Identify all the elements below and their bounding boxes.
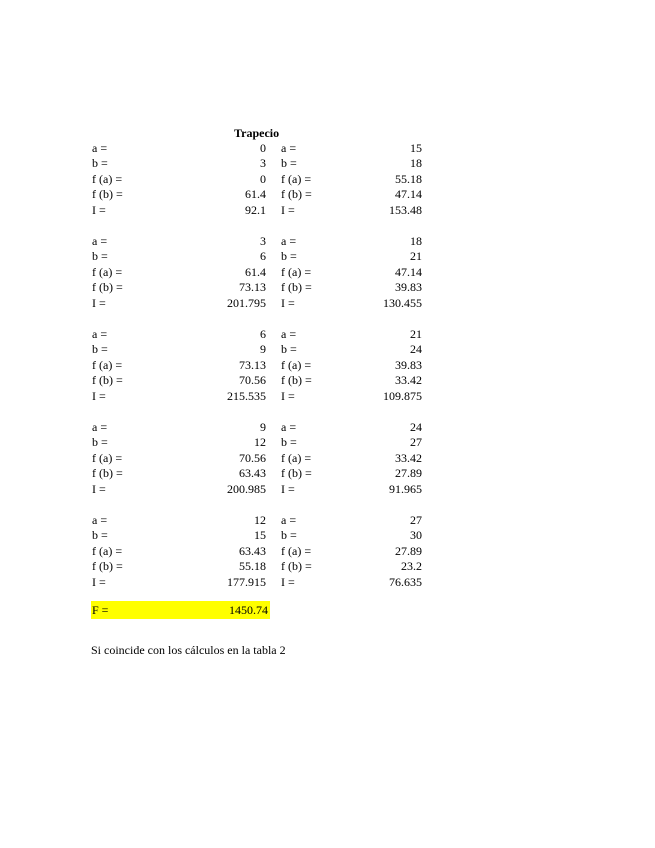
row-label-left: f (b) =	[92, 187, 123, 202]
row-value-right: 24	[410, 420, 422, 434]
row-label-left: f (a) =	[92, 357, 123, 372]
table-row	[92, 203, 426, 218]
row-value-left: 177.915	[227, 574, 266, 589]
table-row	[92, 482, 426, 497]
row-value-left: 215.535	[227, 388, 266, 403]
table-row	[92, 172, 426, 187]
row-label-left: I =	[92, 481, 106, 496]
row-value-left: 63.43	[239, 543, 266, 558]
interval-block	[92, 327, 426, 404]
row-value-right: 30	[410, 528, 422, 543]
row-value-right: 23.2	[401, 559, 422, 574]
row-label-left: b =	[92, 249, 108, 264]
row-label-left: a =	[92, 234, 108, 248]
table-row	[92, 435, 426, 450]
row-value-left: 201.795	[227, 295, 266, 310]
row-label-right: b =	[281, 435, 297, 450]
table-row	[92, 327, 426, 342]
row-value-left: 73.13	[239, 280, 266, 295]
table-row	[92, 466, 426, 481]
table-row	[92, 141, 426, 156]
row-value-left: 200.985	[227, 481, 266, 496]
row-label-right: f (b) =	[281, 187, 312, 202]
row-value-right: 27	[410, 513, 422, 527]
row-value-left: 73.13	[239, 357, 266, 372]
row-label-left: I =	[92, 202, 106, 217]
row-value-right: 15	[410, 141, 422, 155]
row-value-left: 55.18	[239, 559, 266, 574]
row-label-right: a =	[281, 234, 297, 248]
row-value-left: 70.56	[239, 373, 266, 388]
row-label-left: f (b) =	[92, 280, 123, 295]
table-row	[92, 513, 426, 528]
row-label-left: b =	[92, 528, 108, 543]
row-value-right: 18	[410, 234, 422, 248]
row-value-left: 63.43	[239, 466, 266, 481]
table-row	[92, 575, 426, 590]
table-row	[92, 342, 426, 357]
row-label-right: b =	[281, 528, 297, 543]
row-label-right: f (b) =	[281, 373, 312, 388]
interval-block	[92, 513, 426, 590]
table-row	[92, 296, 426, 311]
row-label-right: f (b) =	[281, 280, 312, 295]
row-label-right: b =	[281, 156, 297, 171]
row-label-left: f (a) =	[92, 543, 123, 558]
table-row	[92, 559, 426, 574]
row-label-left: b =	[92, 435, 108, 450]
row-value-right: 18	[410, 156, 422, 171]
table-row	[92, 389, 426, 404]
row-label-left: I =	[92, 388, 106, 403]
row-label-right: I =	[281, 202, 295, 217]
trapezoid-table	[92, 141, 426, 606]
row-value-right: 27.89	[395, 543, 422, 558]
row-value-left: 12	[254, 435, 266, 450]
row-value-right: 39.83	[395, 280, 422, 295]
row-value-left: 0	[260, 171, 266, 186]
table-row	[92, 420, 426, 435]
row-label-left: f (b) =	[92, 373, 123, 388]
row-label-left: I =	[92, 574, 106, 589]
table-row	[92, 358, 426, 373]
row-label-right: I =	[281, 388, 295, 403]
row-label-right: b =	[281, 342, 297, 357]
row-value-left: 9	[260, 342, 266, 357]
row-value-left: 0	[260, 141, 266, 155]
row-value-right: 47.14	[395, 187, 422, 202]
table-row	[92, 249, 426, 264]
row-value-right: 109.875	[383, 388, 422, 403]
total-label: F =	[92, 603, 109, 617]
interval-block	[92, 234, 426, 311]
row-label-left: f (b) =	[92, 466, 123, 481]
row-label-left: a =	[92, 141, 108, 155]
interval-block	[92, 420, 426, 497]
table-row	[92, 280, 426, 295]
row-label-left: I =	[92, 295, 106, 310]
row-value-right: 153.48	[389, 202, 422, 217]
table-row	[92, 265, 426, 280]
row-value-right: 39.83	[395, 357, 422, 372]
row-value-right: 55.18	[395, 171, 422, 186]
total-row	[91, 601, 270, 619]
row-value-left: 6	[260, 327, 266, 341]
row-value-left: 3	[260, 156, 266, 171]
row-value-right: 76.635	[389, 574, 422, 589]
row-value-left: 61.4	[245, 264, 266, 279]
total-value: 1450.74	[229, 603, 268, 617]
table-row	[92, 156, 426, 171]
row-label-right: a =	[281, 327, 297, 341]
row-value-left: 61.4	[245, 187, 266, 202]
row-label-left: b =	[92, 342, 108, 357]
table-row	[92, 234, 426, 249]
row-label-right: I =	[281, 574, 295, 589]
row-value-left: 92.1	[245, 202, 266, 217]
row-label-right: b =	[281, 249, 297, 264]
row-label-left: a =	[92, 420, 108, 434]
row-label-right: a =	[281, 513, 297, 527]
table-row	[92, 187, 426, 202]
row-label-left: b =	[92, 156, 108, 171]
row-label-left: f (a) =	[92, 171, 123, 186]
row-value-right: 21	[410, 327, 422, 341]
table-row	[92, 528, 426, 543]
row-label-left: a =	[92, 513, 108, 527]
row-label-right: f (a) =	[281, 543, 312, 558]
table-row	[92, 373, 426, 388]
row-value-left: 15	[254, 528, 266, 543]
row-label-right: I =	[281, 295, 295, 310]
row-value-left: 70.56	[239, 450, 266, 465]
row-label-right: a =	[281, 141, 297, 155]
row-label-left: f (a) =	[92, 450, 123, 465]
row-label-right: f (a) =	[281, 264, 312, 279]
row-label-right: f (a) =	[281, 357, 312, 372]
table-row	[92, 544, 426, 559]
row-value-left: 6	[260, 249, 266, 264]
row-value-right: 27.89	[395, 466, 422, 481]
row-value-right: 130.455	[383, 295, 422, 310]
interval-block	[92, 141, 426, 218]
conclusion-note: Si coincide con los cálculos en la tabla 2	[91, 643, 286, 657]
row-value-right: 27	[410, 435, 422, 450]
row-value-left: 9	[260, 420, 266, 434]
row-value-right: 33.42	[395, 450, 422, 465]
row-value-right: 91.965	[389, 481, 422, 496]
row-value-left: 3	[260, 234, 266, 248]
row-value-right: 21	[410, 249, 422, 264]
row-value-right: 24	[410, 342, 422, 357]
row-label-right: a =	[281, 420, 297, 434]
row-label-right: f (b) =	[281, 559, 312, 574]
row-label-right: f (a) =	[281, 171, 312, 186]
sheet-title: Trapecio	[234, 126, 280, 140]
row-value-right: 33.42	[395, 373, 422, 388]
row-label-left: a =	[92, 327, 108, 341]
row-label-right: f (a) =	[281, 450, 312, 465]
row-label-left: f (a) =	[92, 264, 123, 279]
table-row	[92, 451, 426, 466]
row-label-right: I =	[281, 481, 295, 496]
row-label-right: f (b) =	[281, 466, 312, 481]
row-value-right: 47.14	[395, 264, 422, 279]
row-label-left: f (b) =	[92, 559, 123, 574]
row-value-left: 12	[254, 513, 266, 527]
